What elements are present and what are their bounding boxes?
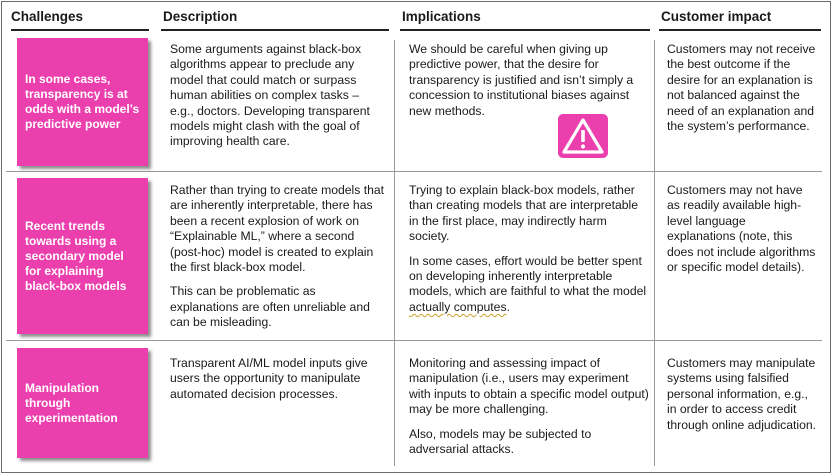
row-divider-1 [6, 171, 822, 172]
customer-impact-cell-3 [667, 356, 817, 433]
header-underline-challenges [11, 29, 149, 31]
header-description: Description [163, 9, 238, 24]
header-customer-impact: Customer impact [661, 9, 772, 24]
spellcheck-flagged-phrase: actually computes [409, 299, 507, 314]
row-divider-2 [6, 340, 822, 341]
implications-cell-3 [409, 356, 649, 457]
header-challenges: Challenges [11, 9, 84, 24]
customer-impact-cell-1 [667, 42, 817, 134]
description-cell-3 [170, 356, 386, 402]
description-text-2b: This can be problematic as explanations are often unreliable and can be misleading. [170, 284, 370, 330]
description-text-1: Some arguments against black-box algorithms appear to preclude any model that could match or surpass human abilities on complex tasks – e.g., doctors. Developing transparent models might clash with the goal of improving health care. [170, 42, 370, 149]
challenge-box-2 [17, 178, 148, 334]
challenge-box-1 [17, 38, 148, 166]
warning-triangle-glyph [558, 114, 608, 158]
warning-triangle-icon [558, 114, 608, 158]
column-divider-description [394, 40, 395, 466]
challenge-label-1: In some cases, transparency is at odds with a model’s predictive power [25, 72, 140, 131]
header-implications: Implications [402, 9, 481, 24]
description-cell-2 [170, 183, 386, 331]
customer-impact-cell-2 [667, 183, 817, 275]
customer-impact-text-2: Customers may not have as readily available high-level language explanations (note, this does not include algorithms or specific model details). [667, 183, 816, 275]
header-underline-description [161, 29, 389, 31]
header-underline-implications [400, 29, 650, 31]
implications-text-3a: Monitoring and assessing impact of manipulation (i.e., users may experiment with inputs to obtain a specific model output) may be more challenging. [409, 356, 649, 417]
description-cell-1 [170, 42, 386, 150]
challenge-box-3 [17, 348, 148, 458]
implications-text-2b-main: In some cases, effort would be better spent on developing inherently interpretable models, which are faithful to what the model [409, 253, 647, 299]
challenge-label-3: Manipulation through experimentation [25, 380, 118, 425]
challenge-label-2: Recent trends towards using a secondary model for explaining black-box models [25, 218, 127, 293]
implications-text-1: We should be careful when giving up predictive power, that the desire for transparency is justified and isn’t simply a concession to institutional biases against new methods. [409, 42, 634, 118]
implications-cell-2 [409, 183, 649, 315]
implications-text-2b-end: . [506, 299, 510, 314]
description-text-2a: Rather than trying to create models that are inherently interpretable, there has been a recent explosion of work on “Explainable ML,” where a second (post-hoc) model is created to explain the first black-box model. [170, 183, 385, 275]
implications-cell-1 [409, 42, 649, 119]
description-text-3: Transparent AI/ML model inputs give users the opportunity to manipulate automated decision processes. [170, 356, 368, 401]
implications-text-2a: Trying to explain black-box models, rather than creating models that are interpretable in the first place, may indirectly harm society. [409, 183, 638, 244]
customer-impact-text-1: Customers may not receive the best outcome if the desire for an explanation is not balanced against the need of an explanation and the system’s performance. [667, 42, 816, 134]
implications-text-2b [409, 254, 649, 316]
header-underline-customer-impact [659, 29, 821, 31]
column-divider-implications [654, 40, 655, 466]
customer-impact-text-3: Customers may manipulate systems using falsified personal information, e.g., in order to access credit through online adjudication. [667, 356, 817, 432]
implications-text-3b: Also, models may be subjected to adversarial attacks. [409, 426, 592, 457]
